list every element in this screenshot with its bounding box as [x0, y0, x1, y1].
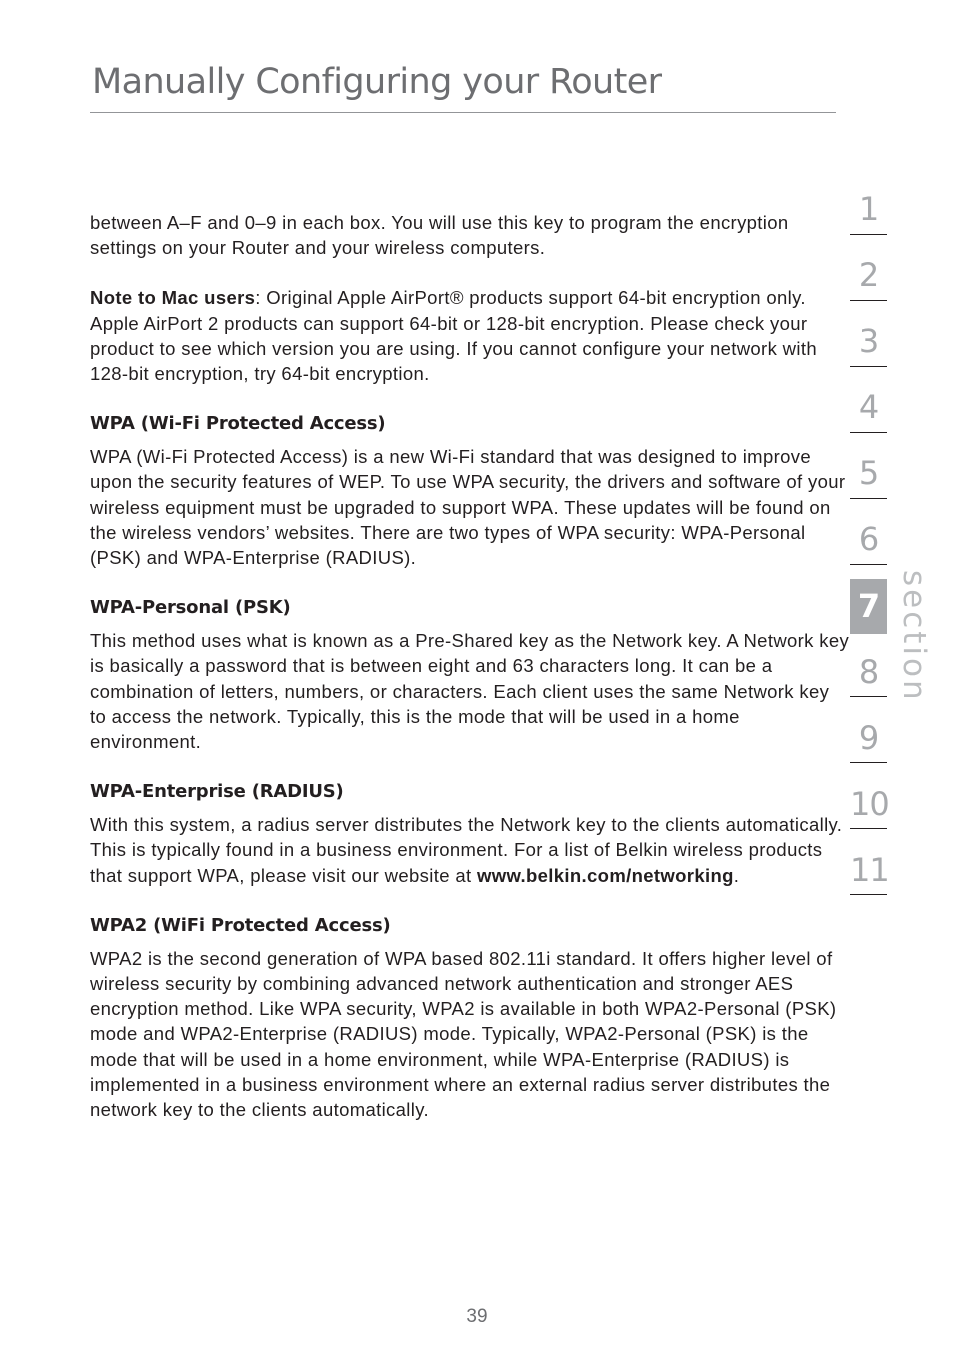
title-divider [90, 112, 836, 113]
nav-divider [850, 696, 887, 697]
page-number: 39 [466, 1306, 488, 1327]
section-number: 2 [858, 256, 879, 295]
nav-divider [850, 894, 887, 895]
mac-note-paragraph [90, 285, 850, 386]
section-nav-item-2[interactable] [850, 252, 887, 318]
section-number-active: 7 [850, 579, 887, 634]
wpa-enterprise-end: . [733, 864, 740, 886]
section-nav-item-7-active[interactable] [850, 583, 887, 649]
section-nav-item-5[interactable] [850, 450, 887, 516]
nav-divider [850, 432, 887, 433]
nav-divider [850, 564, 887, 565]
mac-note-text: : Original Apple AirPort® products support 64-bit encryption only. Apple AirPort 2 products can support 64-bit or 128-bit encryption. Please check your product to see which version you are using. If you cannot configure your network with 128-bit encryption, try 64-bit encryption. [90, 287, 817, 385]
section-side-label: section [896, 570, 932, 703]
wpa-enterprise-body: With this system, a radius server distributes the Network key to the clients automatically. This is typically found in a business environment. For a list of Belkin wireless products that support WPA, please visit our website at [90, 814, 843, 886]
section-nav-item-1[interactable] [850, 186, 887, 252]
section-number: 3 [858, 322, 879, 361]
section-text-wpa-enterprise [90, 812, 850, 888]
section-nav-item-10[interactable] [850, 781, 887, 847]
section-nav-item-8[interactable] [850, 649, 887, 715]
section-heading-wpa: WPA (Wi-Fi Protected Access) [90, 413, 386, 435]
section-nav-item-6[interactable] [850, 516, 887, 582]
section-number: 9 [858, 718, 879, 757]
nav-divider [850, 498, 887, 499]
page-title: Manually Configuring your Router [92, 62, 662, 102]
section-text-wpa: WPA (Wi-Fi Protected Access) is a new Wi-Fi standard that was designed to improve upon the security features of WEP. To use WPA security, the drivers and software of your wireless equipment must be upgraded to support WPA. These updates will be found on the wireless vendors’ websites. There are two types of WPA security: WPA-Personal (PSK) and WPA-Enterprise (RADIUS). [90, 446, 846, 569]
section-heading-wpa2: WPA2 (WiFi Protected Access) [90, 914, 391, 936]
section-number: 10 [850, 784, 889, 823]
section-nav-item-11[interactable] [850, 847, 887, 913]
section-heading-wpa-personal: WPA-Personal (PSK) [90, 597, 291, 619]
main-content [90, 210, 850, 1122]
section-number: 5 [858, 454, 879, 493]
nav-divider [850, 762, 887, 763]
section-text-wpa2: WPA2 is the second generation of WPA based 802.11i standard. It offers higher level of wireless security by combining advanced network authentication and stronger AES encryption method. Like WPA security, WPA2 is available in both WPA2-Personal (PSK) mode and WPA2-Enterprise (RADIUS) mode. Typically, WPA2-Personal (PSK) is the mode that will be used in a home environment, while WPA-Enterprise (RADIUS) is implemented in a business environment where an external radius server distributes the network key to the clients automatically. [90, 947, 837, 1121]
section-nav-item-9[interactable] [850, 715, 887, 781]
nav-divider [850, 828, 887, 829]
nav-divider [850, 366, 887, 367]
section-text-wpa-personal: This method uses what is known as a Pre-Shared key as the Network key. A Network key is basically a password that is between eight and 63 characters long. It can be a combination of letters, numbers, or characters. Each client uses the same Network key to access the network. Typically, this is the mode that will be used in a home environment. [90, 630, 850, 753]
section-number: 4 [858, 388, 879, 427]
nav-divider [850, 234, 887, 235]
section-nav-item-3[interactable] [850, 318, 887, 384]
section-nav [850, 186, 887, 913]
section-nav-item-4[interactable] [850, 384, 887, 450]
nav-divider [850, 300, 887, 301]
intro-paragraph: between A–F and 0–9 in each box. You will use this key to program the encryption settings on your Router and your wireless computers. [90, 212, 789, 259]
section-number: 6 [858, 520, 879, 559]
mac-note-label: Note to Mac users [90, 287, 256, 309]
belkin-networking-link[interactable]: www.belkin.com/networking [476, 864, 734, 886]
section-heading-wpa-enterprise: WPA-Enterprise (RADIUS) [90, 781, 344, 803]
section-number: 8 [858, 652, 879, 691]
section-number: 11 [850, 850, 889, 889]
section-number: 1 [858, 190, 879, 228]
